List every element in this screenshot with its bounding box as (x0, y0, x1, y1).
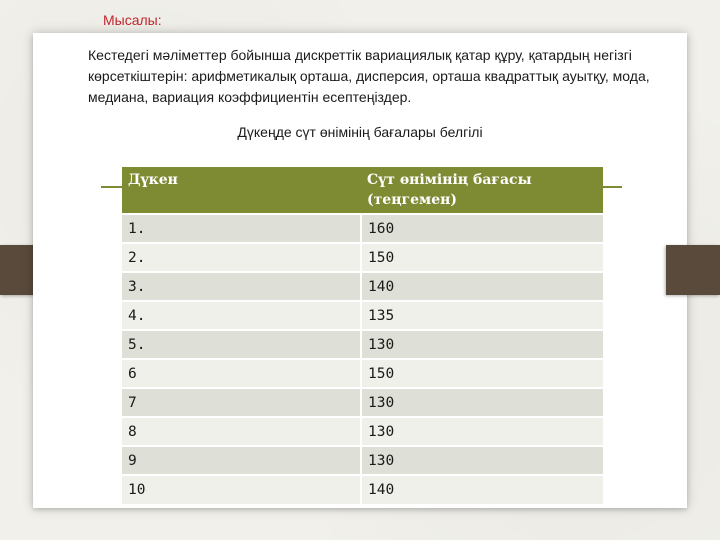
table-row (122, 243, 603, 272)
price-cell: 130 (361, 417, 603, 446)
price-cell: 130 (361, 446, 603, 475)
table-row (122, 417, 603, 446)
shop-cell: 2. (122, 243, 361, 272)
shop-cell: 3. (122, 272, 361, 301)
shop-cell: 9 (122, 446, 361, 475)
table-row (122, 359, 603, 388)
right-accent-rule (602, 186, 622, 188)
column-header-price: Сүт өнімінің бағасы (теңгемен) (361, 167, 603, 214)
table-header-row (122, 167, 603, 214)
price-cell: 140 (361, 475, 603, 504)
price-cell: 130 (361, 388, 603, 417)
shop-cell: 1. (122, 214, 361, 243)
price-cell: 130 (361, 330, 603, 359)
table-row (122, 446, 603, 475)
table-row (122, 214, 603, 243)
price-cell: 150 (361, 359, 603, 388)
price-cell: 160 (361, 214, 603, 243)
shop-cell: 8 (122, 417, 361, 446)
shop-cell: 5. (122, 330, 361, 359)
shop-cell: 6 (122, 359, 361, 388)
table-row (122, 330, 603, 359)
example-heading: Мысалы: (103, 12, 162, 28)
shop-cell: 7 (122, 388, 361, 417)
table-row (122, 388, 603, 417)
price-cell: 150 (361, 243, 603, 272)
table-row (122, 475, 603, 504)
task-description: Кестедегі мәліметтер бойынша дискреттік вариациялық қатар құру, қатардың негізгі көрсеткіштерін: арифметикалық орташа, дисперсия, орташа квадраттық ауытқу, мода, медиана, вариация коэффициентін есептеңіздер. (88, 47, 650, 105)
left-accent-rule (101, 186, 123, 188)
column-header-shop: Дүкен (122, 167, 361, 214)
price-cell: 140 (361, 272, 603, 301)
right-decor-tab (666, 245, 720, 295)
table-row (122, 301, 603, 330)
shop-cell: 4. (122, 301, 361, 330)
shop-cell: 10 (122, 475, 361, 504)
table-caption: Дүкеңде сүт өнімінің бағалары белгілі (237, 124, 483, 140)
price-table (122, 167, 603, 504)
price-cell: 135 (361, 301, 603, 330)
table-row (122, 272, 603, 301)
